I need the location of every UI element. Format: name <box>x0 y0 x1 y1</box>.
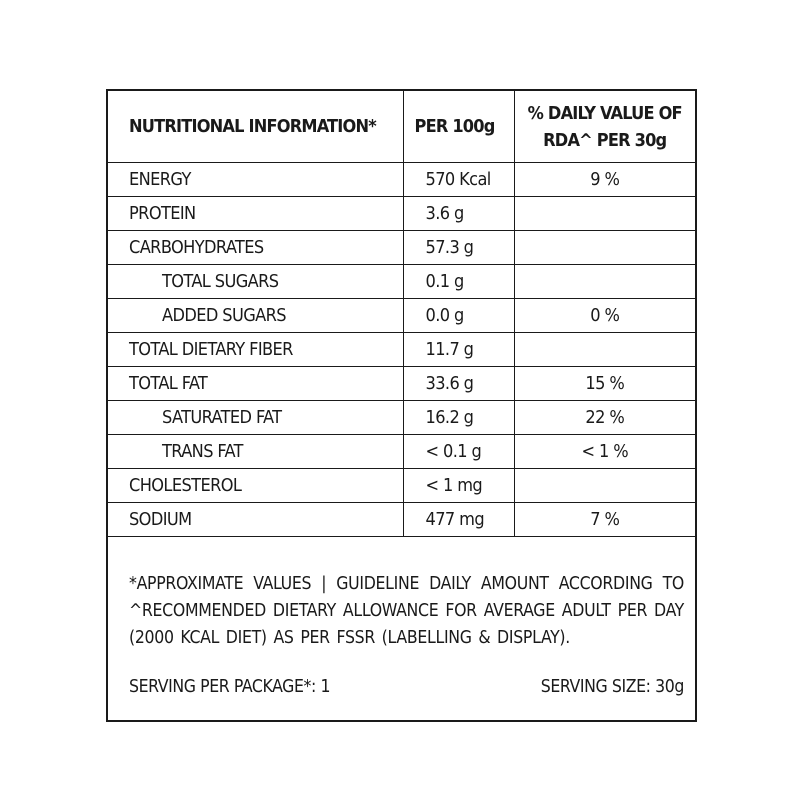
nutrient-daily-value <box>514 197 695 231</box>
nutrient-name: TOTAL DIETARY FIBER <box>108 333 403 367</box>
footnote <box>129 571 684 652</box>
nutrient-daily-value: 7 % <box>514 503 695 537</box>
nutrient-per100g: < 0.1 g <box>403 435 514 469</box>
nutrient-name: SODIUM <box>108 503 403 537</box>
header-daily-value-line1: % DAILY VALUE OF <box>527 102 682 124</box>
nutrition-table <box>108 91 695 537</box>
nutrient-name: SATURATED FAT <box>108 401 403 435</box>
nutrient-daily-value: 9 % <box>514 163 695 197</box>
nutrient-per100g: 11.7 g <box>403 333 514 367</box>
nutrient-daily-value: 22 % <box>514 401 695 435</box>
table-row <box>108 197 695 231</box>
nutrient-name: PROTEIN <box>108 197 403 231</box>
table-row <box>108 367 695 401</box>
table-row <box>108 231 695 265</box>
nutrient-name: TOTAL SUGARS <box>108 265 403 299</box>
nutrient-name: TOTAL FAT <box>108 367 403 401</box>
nutrient-name: ENERGY <box>108 163 403 197</box>
table-row <box>108 503 695 537</box>
footnote-line-2: ^RECOMMENDED DIETARY ALLOWANCE FOR AVERAGE ADULT PER DAY <box>129 601 684 621</box>
serving-per-package: SERVING PER PACKAGE*: 1 <box>129 677 331 697</box>
table-row <box>108 163 695 197</box>
nutrient-daily-value: 0 % <box>514 299 695 333</box>
footnote-line-1: *APPROXIMATE VALUES | GUIDELINE DAILY AMOUNT ACCORDING TO <box>129 574 684 594</box>
nutrient-daily-value: < 1 % <box>514 435 695 469</box>
table-row <box>108 435 695 469</box>
table-row <box>108 401 695 435</box>
header-daily-value-line2: RDA^ PER 30g <box>543 129 667 151</box>
nutrient-per100g: < 1 mg <box>403 469 514 503</box>
nutrition-label-panel <box>106 89 697 722</box>
nutrient-per100g: 57.3 g <box>403 231 514 265</box>
header-daily-value <box>514 91 695 163</box>
nutrient-daily-value <box>514 265 695 299</box>
nutrient-per100g: 0.0 g <box>403 299 514 333</box>
nutrient-per100g: 477 mg <box>403 503 514 537</box>
nutrient-name: TRANS FAT <box>108 435 403 469</box>
nutrient-per100g: 0.1 g <box>403 265 514 299</box>
nutrient-per100g: 3.6 g <box>403 197 514 231</box>
header-nutritional-information: NUTRITIONAL INFORMATION* <box>108 91 403 163</box>
nutrient-daily-value: 15 % <box>514 367 695 401</box>
nutrient-name: ADDED SUGARS <box>108 299 403 333</box>
nutrient-name: CHOLESTEROL <box>108 469 403 503</box>
table-header-row <box>108 91 695 163</box>
serving-size: SERVING SIZE: 30g <box>540 677 684 697</box>
nutrient-name: CARBOHYDRATES <box>108 231 403 265</box>
nutrient-per100g: 33.6 g <box>403 367 514 401</box>
footnote-line-3: (2000 KCAL DIET) AS PER FSSR (LABELLING & DISPLAY). <box>129 628 570 648</box>
nutrient-per100g: 16.2 g <box>403 401 514 435</box>
table-row <box>108 469 695 503</box>
nutrient-daily-value <box>514 231 695 265</box>
nutrient-per100g: 570 Kcal <box>403 163 514 197</box>
table-row <box>108 333 695 367</box>
nutrient-daily-value <box>514 333 695 367</box>
header-per-100g: PER 100g <box>403 91 514 163</box>
nutrient-daily-value <box>514 469 695 503</box>
table-row <box>108 299 695 333</box>
table-row <box>108 265 695 299</box>
